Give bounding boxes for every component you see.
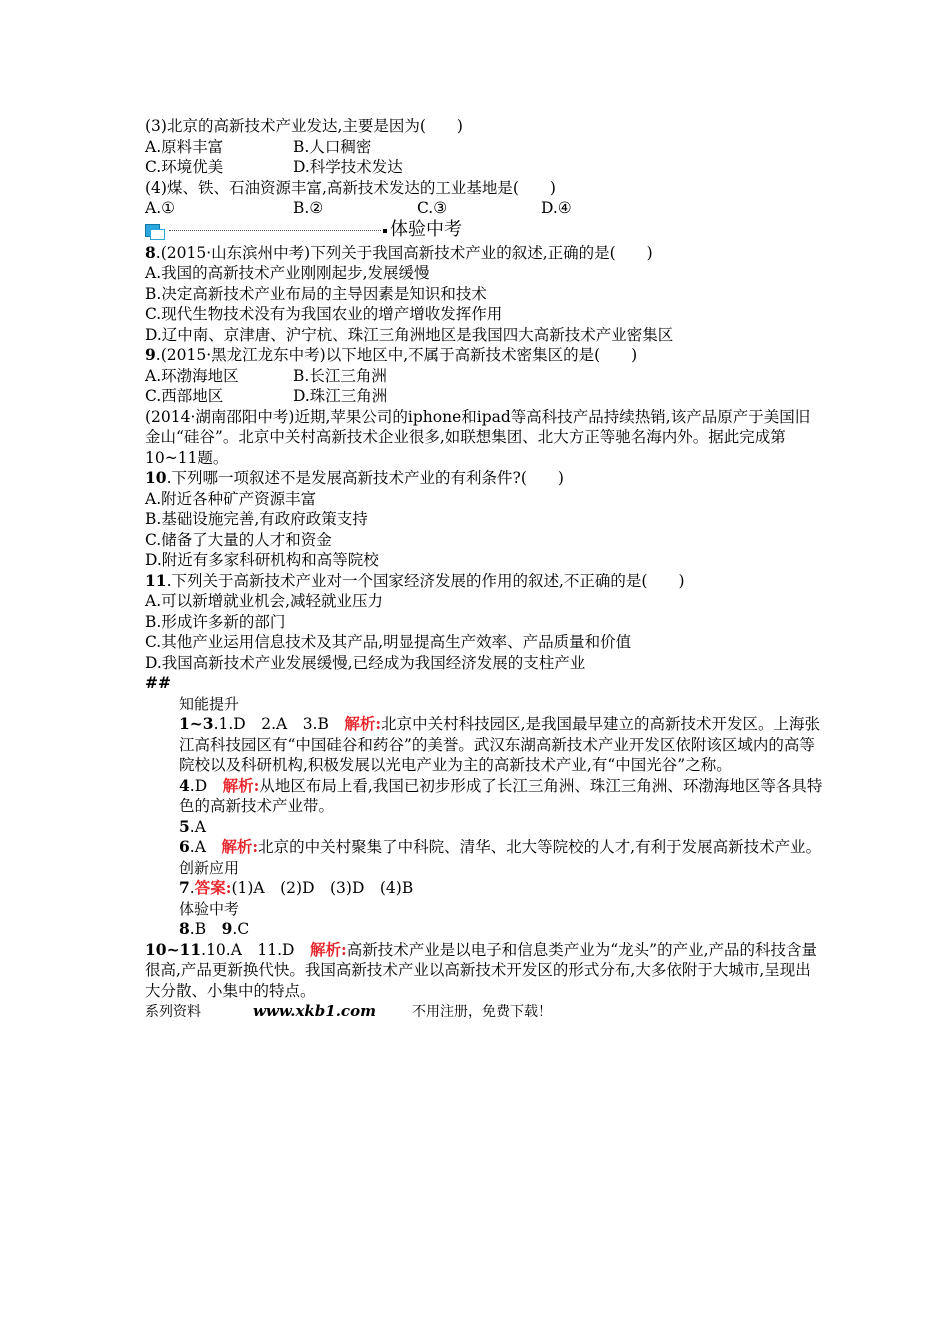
q9-option-c: C.西部地区 xyxy=(145,387,224,405)
footer-left-text: 系列资料 xyxy=(145,1004,201,1020)
q10-stem: 10.下列哪一项叙述不是发展高新技术产业的有利条件?( ) xyxy=(145,468,564,487)
q11-option-d: D.我国高新技术产业发展缓慢,已经成为我国经济发展的支柱产业 xyxy=(145,653,586,672)
answer-7: 7.答案:(1)A (2)D (3)D (4)B xyxy=(179,878,414,897)
q8-option-d: D.辽中南、京津唐、沪宁杭、珠江三角洲地区是我国四大高新技术产业密集区 xyxy=(145,325,674,344)
answers-heading-zhineng: 知能提升 xyxy=(179,694,240,713)
q4-option-b: B.② xyxy=(293,199,324,217)
q3-stem: (3)北京的高新技术产业发达,主要是因为( ) xyxy=(145,117,463,135)
answer-8-9: 8.B 9.C xyxy=(179,919,250,938)
q4-option-d: D.④ xyxy=(541,199,572,217)
answer-6: 6.A 解析:北京的中关村聚集了中科院、清华、北大等院校的人才,有利于发展高新技术产业。 xyxy=(179,837,822,856)
answer-1-3: 1~3.1.D 2.A 3.B 解析:北京中关村科技园区,是我国最早建立的高新技术开发区。上海张江高科技园区有“中国硅谷和药谷”的美誉。武汉东湖高新技术产业开发区依附该区域内的高等院校以及科研机构,积极发展以光电产业为主的高新技术产业,有“中国光谷”之称。 xyxy=(179,714,821,774)
q4-option-a: A.① xyxy=(145,199,176,217)
q10-option-a: A.附近各种矿产资源丰富 xyxy=(145,489,317,508)
q3-options-row2 xyxy=(145,157,825,178)
section-title: 体验中考 xyxy=(390,219,462,241)
answer-4: 4.D 解析:从地区布局上看,我国已初步形成了长江三角洲、珠江三角洲、环渤海地区等各具特色的高新技术产业带。 xyxy=(179,775,823,815)
q4-stem: (4)煤、铁、石油资源丰富,高新技术发达的工业基地是( ) xyxy=(145,178,556,197)
q10-option-b: B.基础设施完善,有政府政策支持 xyxy=(145,510,368,528)
q8-stem: 8.(2015·山东滨州中考)下列关于我国高新技术产业的叙述,正确的是( ) xyxy=(145,242,653,262)
answers-heading-chuangxin: 创新应用 xyxy=(179,858,240,877)
q9-option-a: A.环渤海地区 xyxy=(145,366,239,385)
footer xyxy=(145,1001,825,1023)
q11-option-c: C.其他产业运用信息技术及其产品,明显提高生产效率、产品质量和价值 xyxy=(145,633,632,651)
document-page xyxy=(145,116,825,1023)
q3-option-b: B.人口稠密 xyxy=(293,137,372,156)
q9-stem: 9.(2015·黑龙江龙东中考)以下地区中,不属于高新技术密集区的是( ) xyxy=(145,345,638,364)
reading-passage: (2014·湖南邵阳中考)近期,苹果公司的iphone和ipad等高科技产品持续热销,该产品原产于美国旧金山“硅谷”。北京中关村高新技术企业很多,如联想集团、北大方正等驰名海内外。据此完成第10~11题。 xyxy=(145,407,811,467)
q9-option-d: D.珠江三角洲 xyxy=(293,387,388,405)
q3-option-a: A.原料丰富 xyxy=(145,137,224,156)
section-dotted-rule xyxy=(169,230,381,231)
answer-5: 5.A xyxy=(179,816,206,836)
footer-right-text: 不用注册，免费下载！ xyxy=(411,1004,552,1020)
q4-option-c: C.③ xyxy=(417,199,448,217)
section-header xyxy=(145,220,825,242)
q8-option-a: A.我国的高新技术产业刚刚起步,发展缓慢 xyxy=(145,264,430,282)
separator-mark: ## xyxy=(145,673,171,692)
answers-heading-tiyan: 体验中考 xyxy=(179,899,240,918)
q10-option-d: D.附近有多家科研机构和高等院校 xyxy=(145,551,379,569)
answer-10-11: 10~11.10.A 11.D 解析:高新技术产业是以电子和信息类产业为“龙头”的产业,产品的科技含量很高,产品更新换代快。我国高新技术产业以高新技术开发区的形式分布,大多依附于大城市,呈现出大分散、小集中的特点。 xyxy=(145,939,818,1000)
q11-stem: 11.下列关于高新技术产业对一个国家经济发展的作用的叙述,不正确的是( ) xyxy=(145,570,685,590)
q4-options-row xyxy=(145,198,825,219)
q8-option-b: B.决定高新技术产业布局的主导因素是知识和技术 xyxy=(145,284,487,303)
q9-option-b: B.长江三角洲 xyxy=(293,366,387,385)
section-squares-icon xyxy=(145,222,165,240)
q9-options-row2 xyxy=(145,386,825,407)
q3-options-row1 xyxy=(145,137,825,158)
site-logo[interactable]: www.xkb1.com xyxy=(253,1002,376,1020)
q10-option-c: C.储备了大量的人才和资金 xyxy=(145,530,332,549)
q3-option-c: C.环境优美 xyxy=(145,158,224,176)
q9-options-row1 xyxy=(145,366,825,387)
q3-option-d: D.科学技术发达 xyxy=(293,158,403,176)
q11-option-b: B.形成许多新的部门 xyxy=(145,612,286,631)
q11-option-a: A.可以新增就业机会,减轻就业压力 xyxy=(145,592,384,610)
section-bullet-icon xyxy=(383,229,387,233)
q8-option-c: C.现代生物技术没有为我国农业的增产增收发挥作用 xyxy=(145,305,503,323)
